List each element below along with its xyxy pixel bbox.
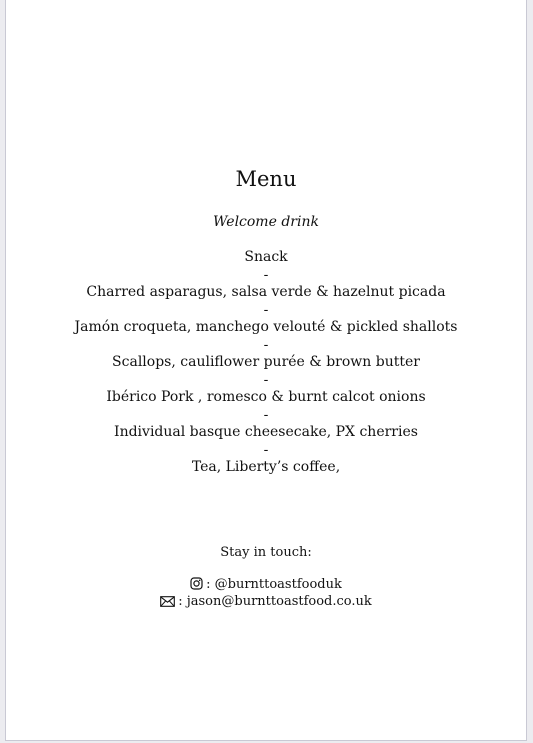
course-separator: -: [263, 336, 269, 353]
instagram-icon: [190, 577, 203, 590]
course-item: Jamón croqueta, manchego velouté & pickled shallots: [74, 319, 458, 335]
envelope-icon: [160, 596, 175, 607]
course-separator: -: [263, 301, 269, 318]
course-separator: -: [263, 441, 269, 458]
instagram-line: [6, 576, 526, 593]
instagram-handle[interactable]: : @burnttoastfooduk: [206, 577, 342, 592]
course-item: Charred asparagus, salsa verde & hazelnut picada: [86, 284, 446, 300]
email-address[interactable]: : jason@burnttoastfood.co.uk: [178, 594, 372, 609]
course-separator: -: [263, 371, 269, 388]
email-line: [6, 593, 526, 610]
course-item: Tea, Liberty’s coffee,: [191, 459, 341, 475]
course-separator: -: [263, 406, 269, 423]
course-item: Individual basque cheesecake, PX cherries: [114, 424, 418, 440]
course-item: Scallops, cauliflower purée & brown butter: [112, 354, 420, 370]
menu-title: Menu: [235, 167, 297, 191]
welcome-drink: Welcome drink: [213, 214, 319, 230]
course-item: Snack: [244, 249, 288, 265]
course-item: Ibérico Pork , romesco & burnt calcot onions: [106, 389, 426, 405]
course-separator: -: [263, 266, 269, 283]
course-list: [6, 249, 526, 477]
document-page: [5, 0, 527, 741]
stay-in-touch-heading: Stay in touch:: [220, 545, 312, 560]
